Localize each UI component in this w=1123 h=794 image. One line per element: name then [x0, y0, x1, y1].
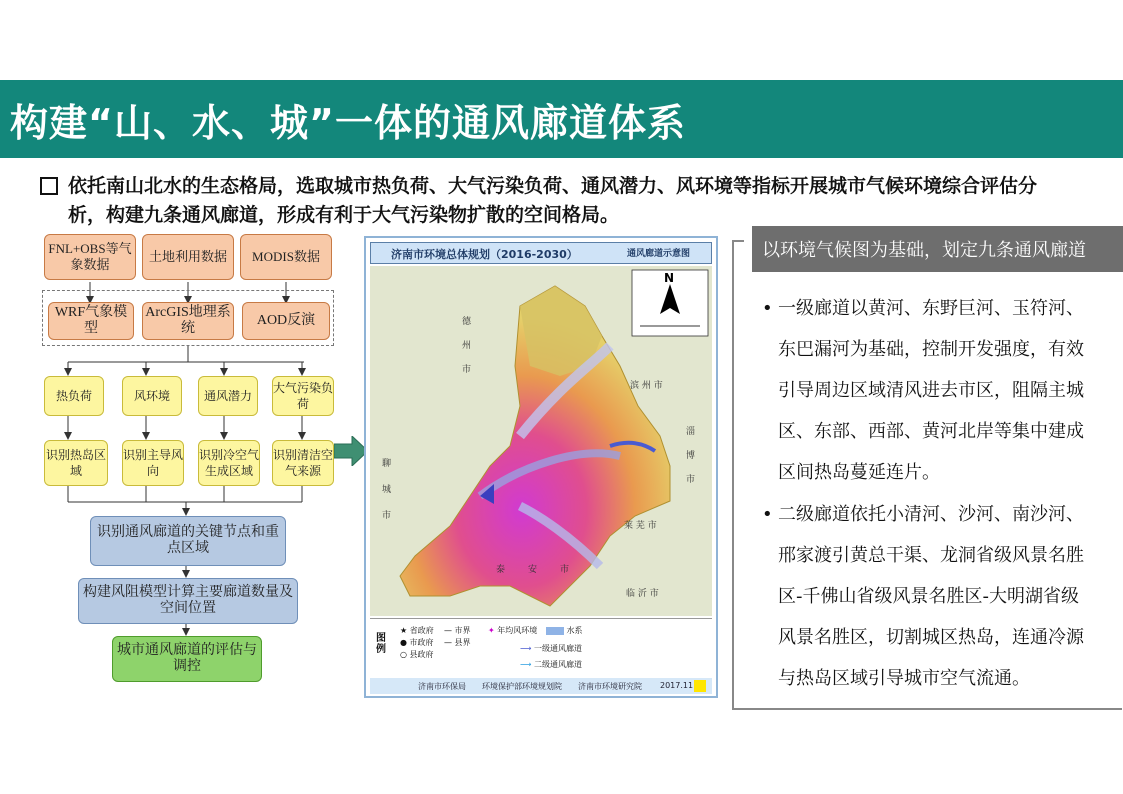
footer-agency: 济南市环境研究院 — [578, 682, 642, 691]
legend-item: ⟶ 一级通风廊道 — [520, 644, 583, 653]
legend-title: 图例 — [376, 633, 386, 655]
input-meteorological-data: FNL+OBS等气象数据 — [44, 234, 136, 280]
place-label: 市 — [382, 511, 392, 521]
place-label: 临 沂 市 — [626, 589, 659, 599]
step-key-nodes: 识别通风廊道的关键节点和重点区域 — [90, 516, 286, 566]
footer-agency: 济南市环保局 — [418, 682, 466, 691]
bullet-icon: • — [762, 504, 773, 525]
indicator-ventilation-potential: 通风潜力 — [198, 376, 258, 416]
place-label: 淄 — [686, 427, 696, 437]
legend-item: — 市界 — [444, 626, 471, 635]
identify-cold-air-zone: 识别冷空气生成区域 — [198, 440, 260, 486]
bullet-icon: • — [762, 298, 773, 319]
model-arcgis: ArcGIS地理系统 — [142, 302, 234, 340]
legend-item: 水系 — [546, 625, 583, 636]
legend-item: ★ 省政府 — [400, 626, 434, 635]
intro-text: 依托南山北水的生态格局，选取城市热负荷、大气污染负荷、通风潜力、风环境等指标开展城市气候环境综合评估分析，构建九条通风廊道，形成有利于大气污染物扩散的空间格局。 — [68, 175, 1038, 226]
title-bar — [0, 80, 1123, 158]
description-panel — [732, 226, 1122, 710]
panel-header: 以环境气候图为基础，划定九条通风廊道 — [752, 226, 1123, 272]
place-label: 市 — [560, 565, 570, 575]
map-header — [370, 242, 712, 264]
place-label: 莱 芜 市 — [624, 521, 657, 531]
page-title: 构建“山、水、城”一体的通风廊道体系 — [10, 101, 686, 145]
corridor-map — [364, 236, 718, 698]
map-image — [370, 266, 712, 616]
place-label: 滨 州 市 — [630, 381, 663, 391]
legend-item: ○ 县政府 — [400, 650, 434, 659]
place-label: 市 — [686, 475, 696, 485]
checkbox-bullet-icon — [40, 177, 58, 195]
legend-item: ● 市政府 — [400, 638, 434, 647]
panel-border — [732, 240, 734, 710]
indicator-wind-environment: 风环境 — [122, 376, 182, 416]
model-aod: AOD反演 — [242, 302, 330, 340]
model-wrf: WRF气象模型 — [48, 302, 134, 340]
bullet-primary-corridor: • 一级廊道以黄河、东野巨河、玉符河、东巴漏河为基础，控制开发强度，有效引导周边区域清风进去市区，阻隔主城区、东部、西部、黄河北岸等集中建成区间热岛蔓延连片。 — [762, 288, 1092, 493]
panel-border — [732, 240, 744, 242]
panel-border — [732, 708, 1122, 710]
place-label: 德 — [462, 317, 472, 327]
map-legend — [370, 618, 712, 677]
north-label: N — [664, 271, 675, 285]
map-footer — [370, 678, 712, 694]
bullet-secondary-corridor: • 二级廊道依托小清河、沙河、南沙河、邢家渡引黄总干渠、龙洞省级风景名胜区-千佛山省级风景名胜区-大明湖省级风景名胜区，切割城区热岛，连通冷源与热岛区域引导城市空气流通。 — [762, 494, 1092, 699]
legend-item: ✦ 年均风环境 — [488, 626, 538, 635]
place-label: 博 — [686, 451, 696, 461]
footer-agency: 环境保护部环境规划院 — [482, 682, 562, 691]
place-label: 泰 — [496, 565, 506, 575]
step-wind-resistance-model: 构建风阻模型计算主要廊道数量及空间位置 — [78, 578, 298, 624]
indicator-air-pollution-load: 大气污染负荷 — [272, 376, 334, 416]
indicator-heat-load: 热负荷 — [44, 376, 104, 416]
identify-clean-air-source: 识别清洁空气来源 — [272, 440, 334, 486]
identify-dominant-wind: 识别主导风向 — [122, 440, 184, 486]
right-arrow-icon — [334, 436, 368, 466]
map-subtitle: 通风廊道示意图 — [627, 249, 691, 259]
input-modis-data: MODIS数据 — [240, 234, 332, 280]
place-label: 聊 — [382, 459, 392, 469]
legend-item: ⟶ 二级通风廊道 — [520, 660, 583, 669]
place-label: 城 — [382, 485, 392, 495]
map-graphic — [370, 266, 712, 616]
input-land-use-data: 土地利用数据 — [142, 234, 234, 280]
footer-marker — [694, 680, 706, 692]
place-label: 安 — [528, 565, 538, 575]
map-title: 济南市环境总体规划（2016-2030） — [391, 248, 578, 261]
footer-date: 2017.11 — [660, 681, 694, 690]
place-label: 州 — [462, 341, 472, 351]
flowchart — [38, 230, 338, 690]
legend-item: — 县界 — [444, 638, 471, 647]
identify-heat-island: 识别热岛区域 — [44, 440, 108, 486]
step-evaluation: 城市通风廊道的评估与调控 — [112, 636, 262, 682]
place-label: 市 — [462, 365, 472, 375]
